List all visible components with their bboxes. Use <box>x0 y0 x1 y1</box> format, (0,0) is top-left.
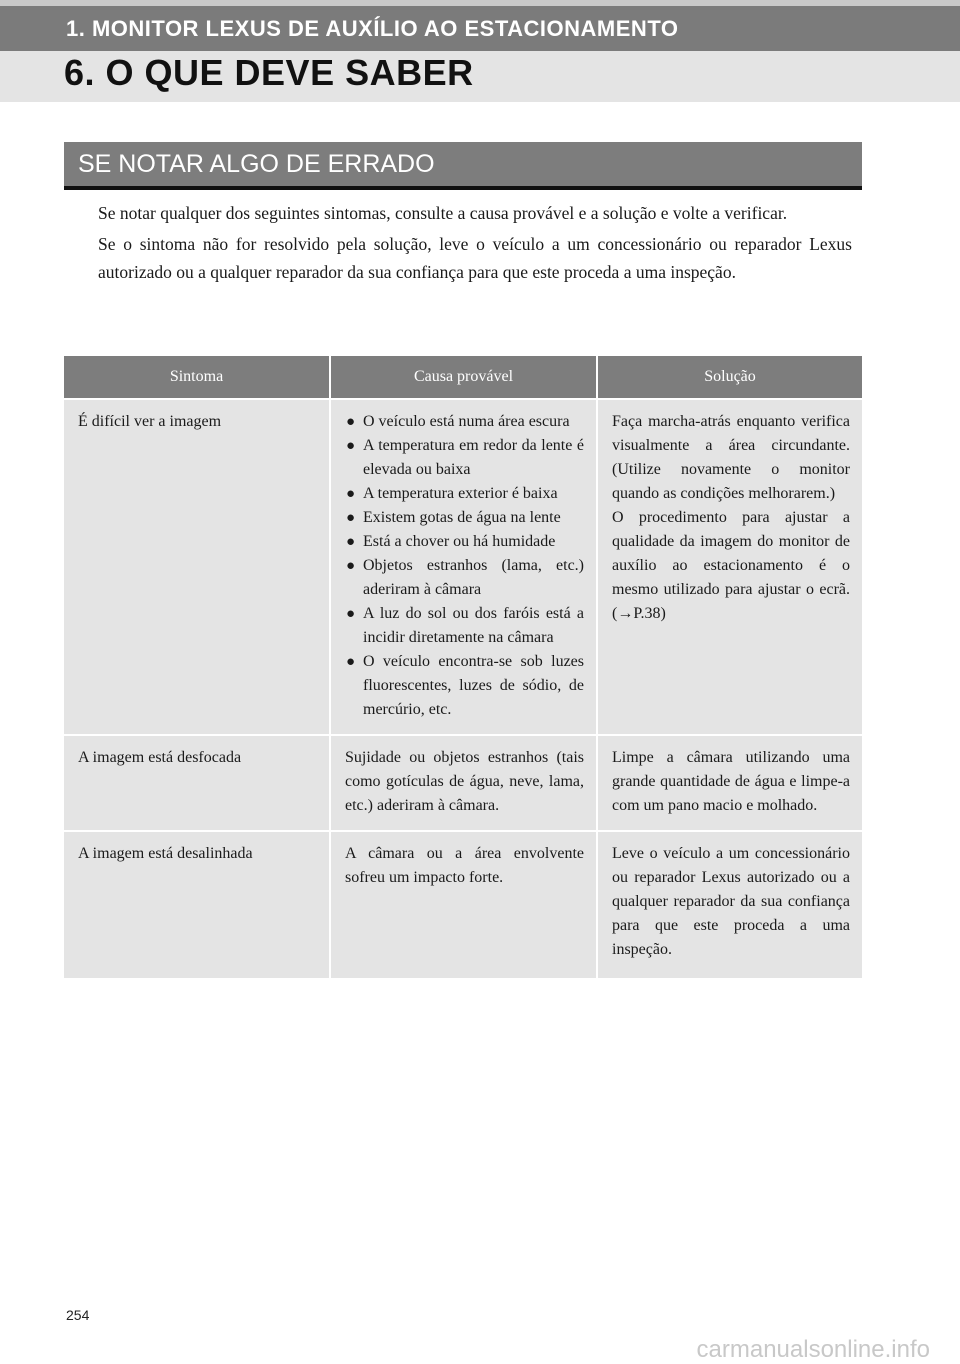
subsection-header <box>64 142 862 190</box>
bullet-icon: ● <box>346 558 356 574</box>
solution-cell: Limpe a câmara utilizando uma grande quantidade de água e limpe-a com um pano macio e molhado. <box>597 735 862 831</box>
list-item: ● A temperatura em redor da lente é elevada ou baixa <box>345 434 584 482</box>
symptom-cell: A imagem está desalinhada <box>64 831 330 978</box>
solution-cell <box>597 399 862 735</box>
bullet-icon: ● <box>346 654 356 670</box>
table-row <box>64 831 862 978</box>
list-item: ● Objetos estranhos (lama, etc.) aderiram à câmara <box>345 554 584 602</box>
symptom-cell: É difícil ver a imagem <box>64 399 330 735</box>
intro-paragraph: Se o sintoma não for resolvido pela solução, leve o veículo a um concessionário ou reparador Lexus autorizado ou a qualquer reparador da sua confiança para que este proceda a uma inspeção. <box>98 234 852 282</box>
list-item: ● Existem gotas de água na lente <box>345 506 584 530</box>
list-item: ● A luz do sol ou dos faróis está a incidir diretamente na câmara <box>345 602 584 650</box>
column-header-cause: Causa provável <box>330 356 597 399</box>
bullet-icon: ● <box>346 486 356 502</box>
cause-cell <box>330 399 597 735</box>
list-item: ● A temperatura exterior é baixa <box>345 482 584 506</box>
page-title: 6. O QUE DEVE SABER <box>64 52 474 93</box>
list-item: ● O veículo encontra-se sob luzes fluorescentes, luzes de sódio, de mercúrio, etc. <box>345 650 584 722</box>
list-item: ● Está a chover ou há humidade <box>345 530 584 554</box>
cause-cell: Sujidade ou objetos estranhos (tais como gotículas de água, neve, lama, etc.) aderiram à câmara. <box>330 735 597 831</box>
subsection-title: SE NOTAR ALGO DE ERRADO <box>78 150 435 178</box>
table-header-row <box>64 356 862 399</box>
intro-paragraph: Se notar qualquer dos seguintes sintomas, consulte a causa provável e a solução e volte a verificar. <box>98 203 788 223</box>
bullet-icon: ● <box>346 534 356 550</box>
header-top-line <box>0 0 960 6</box>
symptom-cell: A imagem está desfocada <box>64 735 330 831</box>
page-number: 254 <box>66 1307 90 1323</box>
bullet-icon: ● <box>346 510 356 526</box>
watermark: carmanualsonline.info <box>696 1336 930 1363</box>
solution-text: Faça marcha-atrás enquanto verifica visualmente a área circundante. (Utilize novamente o monitor quando as condições melhorarem.) <box>612 413 850 502</box>
column-header-symptom: Sintoma <box>64 356 330 399</box>
bullet-icon: ● <box>346 414 356 430</box>
bullet-icon: ● <box>346 438 356 454</box>
header-band <box>0 0 960 102</box>
solution-text: O procedimento para ajustar a qualidade da imagem do monitor de auxílio ao estacionamento é o mesmo utilizado para ajustar o ecrã. (→P.38) <box>612 509 850 622</box>
column-header-solution: Solução <box>597 356 862 399</box>
solution-cell: Leve o veículo a um concessionário ou reparador Lexus autorizado ou a qualquer reparador da sua confiança para que este proceda a uma inspeção. <box>597 831 862 978</box>
section-title: 1. MONITOR LEXUS DE AUXÍLIO AO ESTACIONAMENTO <box>66 16 679 41</box>
cause-cell: A câmara ou a área envolvente sofreu um impacto forte. <box>330 831 597 978</box>
table-row <box>64 735 862 831</box>
table-row <box>64 399 862 735</box>
bullet-icon: ● <box>346 606 356 622</box>
intro-text <box>98 199 852 289</box>
list-item: ● O veículo está numa área escura <box>345 410 584 434</box>
cause-list <box>345 410 584 722</box>
header-strip <box>0 0 960 51</box>
troubleshooting-table <box>64 356 862 978</box>
